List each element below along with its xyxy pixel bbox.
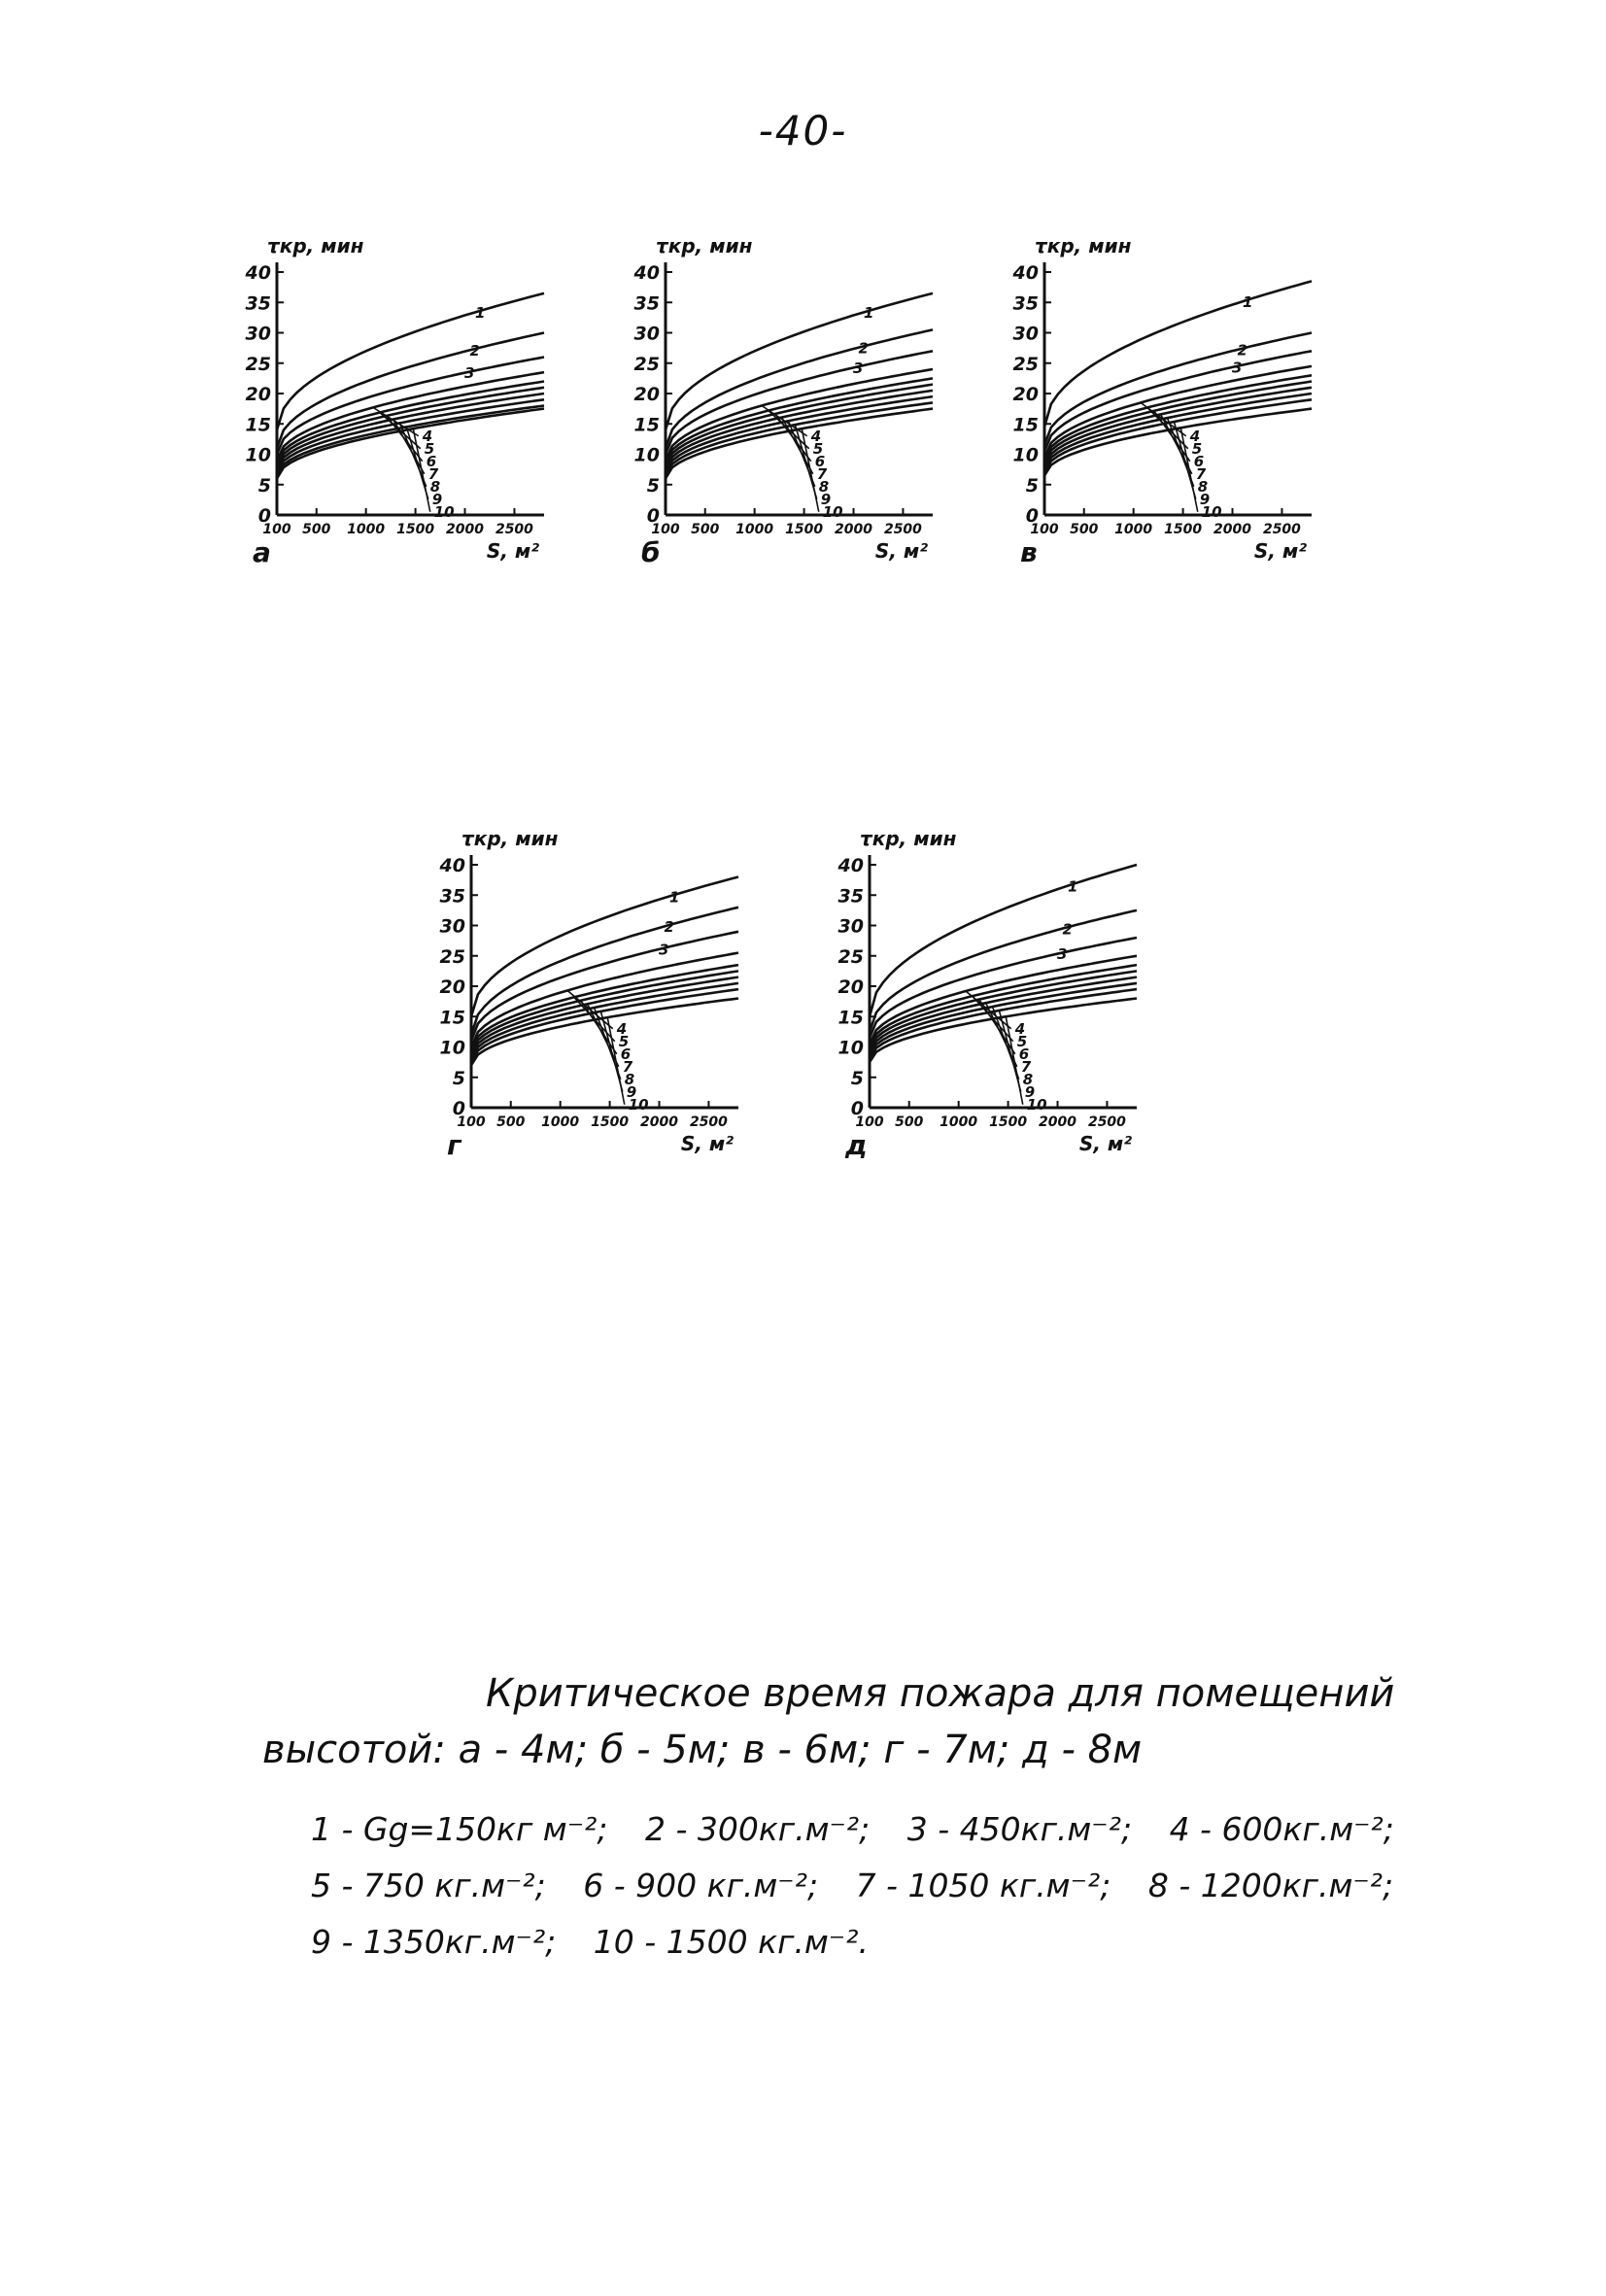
panel-label: б	[641, 536, 661, 568]
x-axis-label: S, м²	[486, 539, 539, 563]
curve-label-9: 9	[820, 490, 832, 508]
y-tick-label: 40	[1012, 262, 1039, 284]
x-axis-label: S, м²	[1253, 539, 1307, 563]
page-number: -40-	[758, 107, 848, 154]
y-tick-label: 10	[837, 1037, 864, 1059]
y-tick-label: 15	[245, 414, 271, 436]
y-tick-label: 20	[837, 977, 864, 998]
curve-label-2: 2	[664, 918, 674, 937]
curve-label-7: 7	[427, 464, 439, 483]
x-tick-label: 1000	[347, 522, 386, 537]
curve-label-6: 6	[814, 452, 826, 470]
y-tick-label: 20	[1012, 384, 1039, 405]
y-axis-label: τкр, мин	[267, 234, 364, 257]
panel-label: а	[253, 536, 271, 568]
figure-caption	[262, 1671, 1525, 1970]
legend-item: 5 - 750 кг.м⁻²;	[311, 1867, 546, 1904]
y-tick-label: 20	[245, 384, 271, 405]
x-tick-label: 100	[457, 1114, 486, 1130]
y-tick-label: 40	[837, 855, 864, 876]
curve-label-8: 8	[429, 477, 441, 496]
curve-label-8: 8	[818, 477, 830, 496]
x-tick-label: 1500	[591, 1114, 630, 1130]
curve-label-4: 4	[810, 427, 822, 445]
chart-v	[1001, 223, 1321, 573]
y-tick-label: 5	[646, 474, 660, 497]
curve-label-10: 10	[433, 502, 455, 521]
y-tick-label: 5	[850, 1067, 864, 1089]
x-tick-label: 2500	[689, 1114, 728, 1130]
y-tick-label: 20	[439, 977, 465, 998]
y-tick-label: 15	[633, 414, 660, 436]
curve-label-10: 10	[1026, 1095, 1047, 1114]
y-tick-label: 35	[245, 292, 271, 315]
x-tick-label: 2000	[640, 1114, 679, 1130]
curve-series-10	[1044, 409, 1312, 476]
y-tick-label: 40	[245, 262, 271, 284]
legend-item: 8 - 1200кг.м⁻²;	[1147, 1867, 1394, 1904]
y-tick-label: 5	[452, 1067, 465, 1089]
chart-a	[233, 223, 554, 573]
curve-label-2: 2	[1237, 341, 1247, 360]
curve-label-1: 1	[669, 888, 680, 907]
curve-label-3: 3	[464, 364, 475, 383]
x-tick-label: 2500	[883, 522, 922, 537]
curve-label-8: 8	[624, 1070, 635, 1088]
curve-label-7: 7	[1020, 1057, 1032, 1076]
curve-label-7: 7	[816, 464, 828, 483]
y-tick-label: 0	[452, 1098, 465, 1119]
curve-label-3: 3	[1232, 359, 1243, 377]
y-tick-label: 15	[439, 1007, 465, 1029]
x-tick-label: 1500	[396, 522, 435, 537]
y-tick-label: 10	[245, 444, 271, 466]
curve-label-2: 2	[469, 341, 480, 360]
panel-label: г	[447, 1129, 461, 1161]
curve-label-5: 5	[1016, 1032, 1028, 1050]
y-tick-label: 0	[850, 1098, 864, 1119]
chart-g	[427, 816, 748, 1166]
legend-item: 9 - 1350кг.м⁻²;	[311, 1923, 557, 1961]
curve-label-8: 8	[1197, 477, 1209, 496]
y-axis-label: τкр, мин	[1035, 234, 1132, 257]
y-tick-label: 0	[1025, 505, 1039, 527]
curve-label-9: 9	[1199, 490, 1211, 508]
y-tick-label: 0	[646, 505, 660, 527]
x-tick-label: 2000	[1213, 522, 1252, 537]
y-tick-label: 10	[1012, 444, 1039, 466]
y-tick-label: 5	[257, 474, 271, 497]
curve-label-1: 1	[475, 304, 486, 323]
curve-label-7: 7	[1195, 464, 1207, 483]
x-tick-label: 2500	[495, 522, 533, 537]
legend-item: 4 - 600кг.м⁻²;	[1169, 1810, 1394, 1848]
y-axis-label: τкр, мин	[461, 827, 559, 850]
y-tick-label: 35	[837, 885, 864, 908]
panel-label: в	[1020, 536, 1038, 568]
legend-item: 10 - 1500 кг.м⁻².	[593, 1923, 869, 1961]
caption-title-line1: Критическое время пожара для помещений	[486, 1671, 1395, 1716]
x-tick-label: 1000	[541, 1114, 580, 1130]
y-axis-label: τкр, мин	[656, 234, 753, 257]
y-axis-label: τкр, мин	[860, 827, 957, 850]
x-tick-label: 2000	[446, 522, 485, 537]
x-tick-label: 1000	[735, 522, 774, 537]
x-tick-label: 500	[302, 522, 331, 537]
x-tick-label: 2000	[835, 522, 873, 537]
curve-label-5: 5	[812, 439, 824, 458]
x-axis-label: S, м²	[680, 1132, 734, 1155]
curve-label-1: 1	[1243, 293, 1253, 312]
curve-label-5: 5	[618, 1032, 630, 1050]
y-tick-label: 35	[633, 292, 660, 315]
x-tick-label: 500	[496, 1114, 526, 1130]
curve-label-10: 10	[628, 1095, 649, 1114]
caption-title-line2: высотой: а - 4м; б - 5м; в - 6м; г - 7м; д - 8м	[262, 1728, 1143, 1772]
curve-label-4: 4	[422, 427, 433, 445]
y-tick-label: 5	[1025, 474, 1039, 497]
y-tick-label: 40	[633, 262, 660, 284]
curve-label-10: 10	[822, 502, 843, 521]
curve-label-2: 2	[858, 339, 869, 358]
x-tick-label: 1000	[940, 1114, 978, 1130]
curve-label-3: 3	[853, 359, 864, 377]
curve-label-6: 6	[1193, 452, 1205, 470]
curve-label-6: 6	[426, 452, 437, 470]
curve-label-4: 4	[616, 1019, 628, 1038]
x-tick-label: 100	[262, 522, 291, 537]
y-tick-label: 35	[439, 885, 465, 908]
chart-d	[826, 816, 1146, 1166]
curve-label-2: 2	[1062, 920, 1073, 939]
x-tick-label: 2000	[1039, 1114, 1077, 1130]
x-tick-label: 1000	[1114, 522, 1153, 537]
y-tick-label: 25	[245, 353, 271, 375]
curve-label-6: 6	[620, 1045, 632, 1063]
curve-label-5: 5	[1191, 439, 1203, 458]
y-tick-label: 30	[439, 915, 465, 938]
x-tick-label: 100	[1030, 522, 1059, 537]
curve-label-8: 8	[1022, 1070, 1034, 1088]
curve-label-4: 4	[1189, 427, 1201, 445]
legend-item: 3 - 450кг.м⁻²;	[906, 1810, 1133, 1848]
curve-series-10	[471, 999, 738, 1066]
y-tick-label: 40	[439, 855, 465, 876]
y-tick-label: 10	[439, 1037, 465, 1059]
y-tick-label: 25	[1012, 353, 1039, 375]
x-tick-label: 100	[855, 1114, 884, 1130]
y-tick-label: 30	[837, 915, 864, 938]
x-tick-label: 500	[1070, 522, 1099, 537]
y-tick-label: 20	[633, 384, 660, 405]
y-tick-label: 30	[1012, 323, 1039, 345]
curve-label-6: 6	[1018, 1045, 1030, 1063]
curve-label-1: 1	[1068, 877, 1078, 896]
curve-label-5: 5	[424, 439, 435, 458]
y-tick-label: 0	[257, 505, 271, 527]
x-axis-label: S, м²	[874, 539, 928, 563]
legend-item: 7 - 1050 кг.м⁻²;	[855, 1867, 1111, 1904]
caption-legend	[262, 1801, 1525, 1970]
x-tick-label: 500	[895, 1114, 924, 1130]
x-tick-label: 1500	[1164, 522, 1203, 537]
curve-label-1: 1	[864, 304, 874, 323]
y-tick-label: 25	[837, 945, 864, 968]
x-tick-label: 2500	[1262, 522, 1301, 537]
y-tick-label: 15	[1012, 414, 1039, 436]
legend-item: 2 - 300кг.м⁻²;	[644, 1810, 871, 1848]
y-tick-label: 30	[633, 323, 660, 345]
curve-label-3: 3	[659, 941, 669, 959]
x-tick-label: 1500	[785, 522, 824, 537]
curve-label-9: 9	[431, 490, 443, 508]
y-tick-label: 25	[439, 945, 465, 968]
y-tick-label: 25	[633, 353, 660, 375]
y-tick-label: 30	[245, 323, 271, 345]
curve-label-7: 7	[622, 1057, 633, 1076]
chart-b	[622, 223, 942, 573]
x-tick-label: 100	[651, 522, 680, 537]
curve-label-10: 10	[1201, 502, 1222, 521]
curve-label-4: 4	[1014, 1019, 1026, 1038]
x-tick-label: 1500	[989, 1114, 1028, 1130]
panel-label: д	[845, 1129, 868, 1161]
x-tick-label: 500	[691, 522, 720, 537]
y-tick-label: 15	[837, 1007, 864, 1029]
y-tick-label: 35	[1012, 292, 1039, 315]
curve-label-9: 9	[626, 1082, 637, 1101]
x-axis-label: S, м²	[1078, 1132, 1132, 1155]
curve-label-3: 3	[1057, 945, 1068, 964]
x-tick-label: 2500	[1087, 1114, 1126, 1130]
curve-label-9: 9	[1024, 1082, 1036, 1101]
y-tick-label: 10	[633, 444, 660, 466]
legend-item: 6 - 900 кг.м⁻²;	[583, 1867, 819, 1904]
legend-item: 1 - Gg=150кг м⁻²;	[311, 1810, 608, 1848]
